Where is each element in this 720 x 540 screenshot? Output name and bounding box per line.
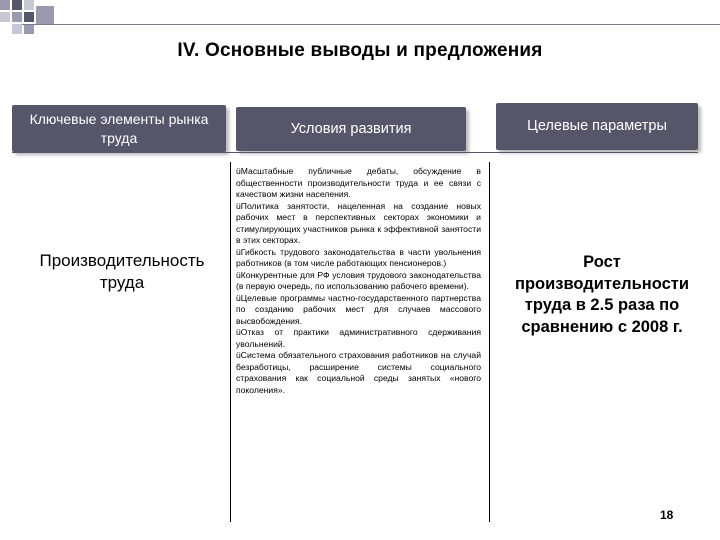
header-key-elements: Ключевые элементы рынка труда bbox=[12, 105, 226, 152]
condition-item: üОтказ от практики административного сдерживания увольнений. bbox=[236, 327, 481, 349]
decorative-squares bbox=[0, 0, 720, 30]
condition-item: üГибкость трудового законодательства в части увольнения работников (в том числе работающих пенсионеров.) bbox=[236, 246, 481, 268]
condition-item: üЦелевые программы частно-государственного партнерства по созданию рабочих мест для случаев массового высвобождения. bbox=[236, 292, 481, 326]
condition-item: üМасштабные публичные дебаты, обсуждение в общественности производительности труда и ее связи с качеством жизни населения. bbox=[236, 166, 481, 199]
header-conditions: Условия развития bbox=[236, 107, 466, 151]
conditions-list bbox=[236, 166, 481, 396]
slide-title: IV. Основные выводы и предложения bbox=[177, 40, 543, 61]
header-divider bbox=[12, 152, 698, 153]
key-element-text: Производительность труда bbox=[39, 251, 205, 292]
condition-item: üКонкурентные для РФ условия трудового законодательства (в первую очередь, по использованию рабочего времени). bbox=[236, 269, 481, 291]
condition-item: üСистема обязательного страхования работников на случай безработицы, расширение системы социального страхования как социальной среды занятых «нового поколения». bbox=[236, 350, 481, 395]
target-value-text: Рост производительности труда в 2.5 раза по сравнению с 2008 г. bbox=[515, 253, 689, 336]
column-divider-left bbox=[230, 162, 231, 522]
header-target: Целевые параметры bbox=[496, 103, 698, 150]
page-number: 18 bbox=[660, 508, 674, 522]
top-rule bbox=[22, 24, 720, 25]
condition-item: üПолитика занятости, нацеленная на создание новых рабочих мест в перспективных секторах экономики и стимулирующих участников рынка к эффективной занятости в этих секторах. bbox=[236, 200, 481, 245]
column-divider-right bbox=[489, 162, 490, 522]
